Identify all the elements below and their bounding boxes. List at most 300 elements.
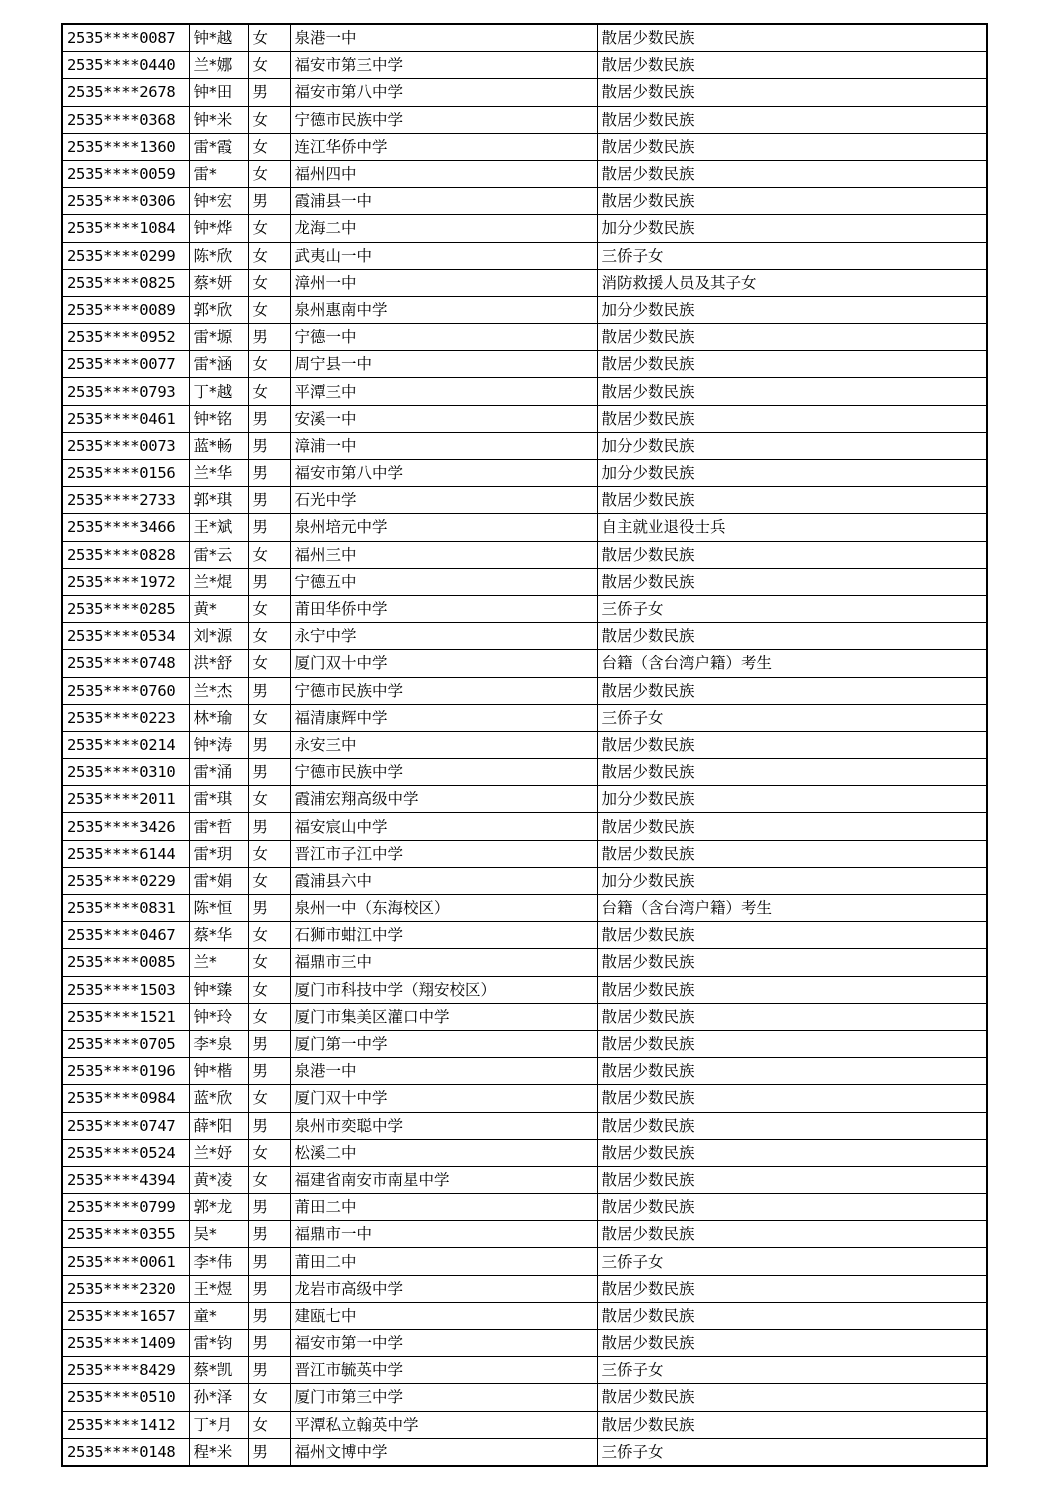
candidate-gender-cell: 男: [248, 1112, 290, 1139]
candidate-gender-cell: 女: [248, 949, 290, 976]
candidate-name-cell: 洪*舒: [189, 650, 248, 677]
candidate-gender-cell: 男: [248, 1330, 290, 1357]
candidate-gender-cell: 男: [248, 324, 290, 351]
candidate-category-cell: 散居少数民族: [597, 677, 987, 704]
candidate-gender-cell: 男: [248, 677, 290, 704]
table-row: [62, 1166, 987, 1193]
candidate-gender-cell: 女: [248, 160, 290, 187]
table-row: [62, 1085, 987, 1112]
table-row: [62, 1438, 987, 1466]
candidate-category-cell: 散居少数民族: [597, 922, 987, 949]
candidate-school-cell: 宁德市民族中学: [290, 677, 597, 704]
candidate-id-cell: 2535****0085: [62, 949, 189, 976]
candidate-gender-cell: 男: [248, 79, 290, 106]
candidate-category-cell: 散居少数民族: [597, 1003, 987, 1030]
candidate-name-cell: 钟*宏: [189, 188, 248, 215]
candidate-id-cell: 2535****0089: [62, 296, 189, 323]
candidate-id-cell: 2535****1084: [62, 215, 189, 242]
candidate-name-cell: 蓝*欣: [189, 1085, 248, 1112]
candidate-id-cell: 2535****0306: [62, 188, 189, 215]
candidate-gender-cell: 女: [248, 242, 290, 269]
candidate-category-cell: 散居少数民族: [597, 24, 987, 52]
candidate-school-cell: 建瓯七中: [290, 1302, 597, 1329]
candidate-category-cell: 散居少数民族: [597, 324, 987, 351]
candidate-category-cell: 散居少数民族: [597, 1112, 987, 1139]
candidate-name-cell: 雷*塬: [189, 324, 248, 351]
candidate-name-cell: 李*泉: [189, 1030, 248, 1057]
table-row: [62, 296, 987, 323]
candidate-gender-cell: 男: [248, 1248, 290, 1275]
candidate-category-cell: 散居少数民族: [597, 1221, 987, 1248]
candidate-category-cell: 散居少数民族: [597, 840, 987, 867]
candidate-school-cell: 霞浦宏翔高级中学: [290, 786, 597, 813]
candidate-gender-cell: 女: [248, 1411, 290, 1438]
candidate-category-cell: 散居少数民族: [597, 1139, 987, 1166]
candidate-gender-cell: 女: [248, 922, 290, 949]
candidate-name-cell: 雷*霞: [189, 133, 248, 160]
candidate-name-cell: 钟*铭: [189, 405, 248, 432]
candidate-name-cell: 李*伟: [189, 1248, 248, 1275]
candidate-gender-cell: 男: [248, 813, 290, 840]
candidate-category-cell: 散居少数民族: [597, 568, 987, 595]
candidate-category-cell: 散居少数民族: [597, 541, 987, 568]
candidate-gender-cell: 女: [248, 351, 290, 378]
candidate-name-cell: 钟*烨: [189, 215, 248, 242]
candidate-category-cell: 加分少数民族: [597, 460, 987, 487]
table-row: [62, 514, 987, 541]
candidate-table: [61, 23, 988, 1467]
candidate-id-cell: 2535****0156: [62, 460, 189, 487]
table-row: [62, 324, 987, 351]
candidate-category-cell: 散居少数民族: [597, 1275, 987, 1302]
candidate-category-cell: 散居少数民族: [597, 52, 987, 79]
candidate-gender-cell: 男: [248, 188, 290, 215]
table-row: [62, 568, 987, 595]
candidate-category-cell: 散居少数民族: [597, 623, 987, 650]
candidate-category-cell: 三侨子女: [597, 1357, 987, 1384]
candidate-name-cell: 林*瑜: [189, 704, 248, 731]
candidate-gender-cell: 女: [248, 840, 290, 867]
candidate-gender-cell: 男: [248, 514, 290, 541]
candidate-name-cell: 雷*哲: [189, 813, 248, 840]
table-row: [62, 1411, 987, 1438]
candidate-category-cell: 散居少数民族: [597, 188, 987, 215]
table-row: [62, 106, 987, 133]
table-row: [62, 432, 987, 459]
table-row: [62, 1003, 987, 1030]
candidate-name-cell: 兰*妤: [189, 1139, 248, 1166]
candidate-school-cell: 松溪二中: [290, 1139, 597, 1166]
table-row: [62, 922, 987, 949]
table-row: [62, 242, 987, 269]
candidate-gender-cell: 男: [248, 1357, 290, 1384]
candidate-category-cell: 散居少数民族: [597, 949, 987, 976]
candidate-id-cell: 2535****0984: [62, 1085, 189, 1112]
candidate-school-cell: 福鼎市一中: [290, 1221, 597, 1248]
candidate-gender-cell: 男: [248, 432, 290, 459]
candidate-school-cell: 晋江市毓英中学: [290, 1357, 597, 1384]
candidate-name-cell: 王*斌: [189, 514, 248, 541]
candidate-school-cell: 安溪一中: [290, 405, 597, 432]
candidate-category-cell: 三侨子女: [597, 595, 987, 622]
table-row: [62, 1248, 987, 1275]
candidate-name-cell: 孙*泽: [189, 1384, 248, 1411]
candidate-gender-cell: 女: [248, 541, 290, 568]
candidate-school-cell: 福安市第八中学: [290, 460, 597, 487]
candidate-category-cell: 加分少数民族: [597, 432, 987, 459]
candidate-school-cell: 平潭三中: [290, 378, 597, 405]
candidate-category-cell: 散居少数民族: [597, 813, 987, 840]
candidate-school-cell: 漳州一中: [290, 269, 597, 296]
candidate-category-cell: 散居少数民族: [597, 133, 987, 160]
candidate-id-cell: 2535****0467: [62, 922, 189, 949]
candidate-id-cell: 2535****0831: [62, 895, 189, 922]
candidate-gender-cell: 男: [248, 1194, 290, 1221]
candidate-id-cell: 2535****8429: [62, 1357, 189, 1384]
candidate-id-cell: 2535****2733: [62, 487, 189, 514]
candidate-school-cell: 漳浦一中: [290, 432, 597, 459]
candidate-school-cell: 平潭私立翰英中学: [290, 1411, 597, 1438]
candidate-name-cell: 雷*琪: [189, 786, 248, 813]
candidate-id-cell: 2535****0087: [62, 24, 189, 52]
table-row: [62, 786, 987, 813]
candidate-category-cell: 散居少数民族: [597, 976, 987, 1003]
candidate-name-cell: 兰*娜: [189, 52, 248, 79]
candidate-id-cell: 2535****1503: [62, 976, 189, 1003]
table-row: [62, 895, 987, 922]
table-row: [62, 759, 987, 786]
candidate-gender-cell: 男: [248, 405, 290, 432]
candidate-gender-cell: 男: [248, 895, 290, 922]
candidate-school-cell: 石狮市蚶江中学: [290, 922, 597, 949]
candidate-school-cell: 石光中学: [290, 487, 597, 514]
candidate-school-cell: 厦门第一中学: [290, 1030, 597, 1057]
candidate-name-cell: 程*米: [189, 1438, 248, 1466]
table-row: [62, 976, 987, 1003]
candidate-category-cell: 散居少数民族: [597, 160, 987, 187]
candidate-school-cell: 龙岩市高级中学: [290, 1275, 597, 1302]
candidate-id-cell: 2535****0705: [62, 1030, 189, 1057]
candidate-id-cell: 2535****0799: [62, 1194, 189, 1221]
candidate-school-cell: 福安市第八中学: [290, 79, 597, 106]
table-row: [62, 1030, 987, 1057]
candidate-id-cell: 2535****0524: [62, 1139, 189, 1166]
candidate-school-cell: 福安市第一中学: [290, 1330, 597, 1357]
candidate-name-cell: 郭*欣: [189, 296, 248, 323]
candidate-school-cell: 泉港一中: [290, 1058, 597, 1085]
candidate-school-cell: 莆田二中: [290, 1248, 597, 1275]
candidate-category-cell: 三侨子女: [597, 1438, 987, 1466]
table-row: [62, 405, 987, 432]
candidate-gender-cell: 女: [248, 704, 290, 731]
candidate-name-cell: 兰*华: [189, 460, 248, 487]
candidate-school-cell: 泉州一中（东海校区）: [290, 895, 597, 922]
candidate-id-cell: 2535****0748: [62, 650, 189, 677]
candidate-name-cell: 蔡*凯: [189, 1357, 248, 1384]
candidate-school-cell: 宁德一中: [290, 324, 597, 351]
candidate-school-cell: 厦门市集美区灌口中学: [290, 1003, 597, 1030]
candidate-name-cell: 钟*臻: [189, 976, 248, 1003]
candidate-gender-cell: 女: [248, 133, 290, 160]
candidate-school-cell: 宁德五中: [290, 568, 597, 595]
candidate-id-cell: 2535****2678: [62, 79, 189, 106]
candidate-category-cell: 散居少数民族: [597, 79, 987, 106]
candidate-school-cell: 永宁中学: [290, 623, 597, 650]
candidate-id-cell: 2535****0059: [62, 160, 189, 187]
candidate-name-cell: 丁*越: [189, 378, 248, 405]
candidate-id-cell: 2535****0196: [62, 1058, 189, 1085]
candidate-name-cell: 王*煜: [189, 1275, 248, 1302]
candidate-school-cell: 厦门双十中学: [290, 1085, 597, 1112]
candidate-id-cell: 2535****2320: [62, 1275, 189, 1302]
candidate-name-cell: 钟*越: [189, 24, 248, 52]
table-row: [62, 487, 987, 514]
candidate-school-cell: 霞浦县一中: [290, 188, 597, 215]
candidate-category-cell: 三侨子女: [597, 242, 987, 269]
table-row: [62, 1302, 987, 1329]
candidate-name-cell: 雷*玥: [189, 840, 248, 867]
candidate-id-cell: 2535****0148: [62, 1438, 189, 1466]
candidate-school-cell: 厦门市科技中学（翔安校区）: [290, 976, 597, 1003]
candidate-gender-cell: 女: [248, 976, 290, 1003]
candidate-gender-cell: 男: [248, 1438, 290, 1466]
table-row: [62, 650, 987, 677]
candidate-id-cell: 2535****0952: [62, 324, 189, 351]
candidate-category-cell: 散居少数民族: [597, 487, 987, 514]
table-row: [62, 215, 987, 242]
candidate-school-cell: 福州文博中学: [290, 1438, 597, 1466]
candidate-id-cell: 2535****0223: [62, 704, 189, 731]
candidate-gender-cell: 女: [248, 623, 290, 650]
candidate-id-cell: 2535****0760: [62, 677, 189, 704]
candidate-gender-cell: 女: [248, 1085, 290, 1112]
candidate-gender-cell: 男: [248, 759, 290, 786]
candidate-school-cell: 永安三中: [290, 731, 597, 758]
candidate-category-cell: 散居少数民族: [597, 1384, 987, 1411]
candidate-id-cell: 2535****0793: [62, 378, 189, 405]
table-row: [62, 1275, 987, 1302]
table-row: [62, 52, 987, 79]
candidate-category-cell: 加分少数民族: [597, 296, 987, 323]
candidate-school-cell: 福安宸山中学: [290, 813, 597, 840]
candidate-name-cell: 雷*涵: [189, 351, 248, 378]
candidate-id-cell: 2535****1657: [62, 1302, 189, 1329]
candidate-category-cell: 散居少数民族: [597, 1194, 987, 1221]
candidate-id-cell: 2535****1972: [62, 568, 189, 595]
candidate-school-cell: 莆田二中: [290, 1194, 597, 1221]
candidate-gender-cell: 女: [248, 269, 290, 296]
candidate-name-cell: 黄*凌: [189, 1166, 248, 1193]
candidate-category-cell: 散居少数民族: [597, 405, 987, 432]
candidate-gender-cell: 女: [248, 1384, 290, 1411]
candidate-gender-cell: 女: [248, 786, 290, 813]
table-row: [62, 24, 987, 52]
table-row: [62, 595, 987, 622]
candidate-name-cell: 童*: [189, 1302, 248, 1329]
candidate-id-cell: 2535****1360: [62, 133, 189, 160]
table-row: [62, 731, 987, 758]
candidate-school-cell: 泉港一中: [290, 24, 597, 52]
candidate-school-cell: 福州四中: [290, 160, 597, 187]
table-row: [62, 704, 987, 731]
candidate-category-cell: 加分少数民族: [597, 867, 987, 894]
candidate-name-cell: 钟*米: [189, 106, 248, 133]
table-row: [62, 1384, 987, 1411]
candidate-school-cell: 福建省南安市南星中学: [290, 1166, 597, 1193]
table-row: [62, 1058, 987, 1085]
candidate-school-cell: 泉州培元中学: [290, 514, 597, 541]
candidate-name-cell: 雷*云: [189, 541, 248, 568]
table-row: [62, 160, 987, 187]
candidate-category-cell: 散居少数民族: [597, 106, 987, 133]
candidate-category-cell: 散居少数民族: [597, 378, 987, 405]
candidate-table-body: [62, 24, 987, 1466]
candidate-id-cell: 2535****0510: [62, 1384, 189, 1411]
table-row: [62, 677, 987, 704]
candidate-name-cell: 蔡*华: [189, 922, 248, 949]
candidate-category-cell: 散居少数民族: [597, 1411, 987, 1438]
candidate-id-cell: 2535****1409: [62, 1330, 189, 1357]
table-row: [62, 133, 987, 160]
candidate-id-cell: 2535****4394: [62, 1166, 189, 1193]
candidate-school-cell: 宁德市民族中学: [290, 106, 597, 133]
candidate-category-cell: 散居少数民族: [597, 731, 987, 758]
candidate-gender-cell: 男: [248, 731, 290, 758]
table-row: [62, 1139, 987, 1166]
candidate-name-cell: 薛*阳: [189, 1112, 248, 1139]
candidate-id-cell: 2535****3466: [62, 514, 189, 541]
candidate-id-cell: 2535****0214: [62, 731, 189, 758]
candidate-category-cell: 消防救援人员及其子女: [597, 269, 987, 296]
candidate-school-cell: 福鼎市三中: [290, 949, 597, 976]
candidate-school-cell: 泉州惠南中学: [290, 296, 597, 323]
candidate-name-cell: 钟*楷: [189, 1058, 248, 1085]
table-row: [62, 188, 987, 215]
candidate-gender-cell: 男: [248, 1302, 290, 1329]
candidate-school-cell: 福清康辉中学: [290, 704, 597, 731]
candidate-id-cell: 2535****0310: [62, 759, 189, 786]
candidate-category-cell: 散居少数民族: [597, 1166, 987, 1193]
candidate-name-cell: 雷*娟: [189, 867, 248, 894]
table-row: [62, 79, 987, 106]
candidate-name-cell: 雷*涌: [189, 759, 248, 786]
candidate-id-cell: 2535****0285: [62, 595, 189, 622]
table-row: [62, 351, 987, 378]
candidate-gender-cell: 女: [248, 378, 290, 405]
table-row: [62, 813, 987, 840]
candidate-category-cell: 三侨子女: [597, 1248, 987, 1275]
candidate-category-cell: 散居少数民族: [597, 1302, 987, 1329]
candidate-school-cell: 莆田华侨中学: [290, 595, 597, 622]
candidate-id-cell: 2535****0299: [62, 242, 189, 269]
candidate-name-cell: 郭*琪: [189, 487, 248, 514]
candidate-name-cell: 兰*杰: [189, 677, 248, 704]
candidate-name-cell: 钟*田: [189, 79, 248, 106]
candidate-category-cell: 加分少数民族: [597, 786, 987, 813]
candidate-gender-cell: 男: [248, 1275, 290, 1302]
candidate-name-cell: 钟*涛: [189, 731, 248, 758]
table-row: [62, 1221, 987, 1248]
candidate-gender-cell: 女: [248, 52, 290, 79]
table-row: [62, 269, 987, 296]
table-row: [62, 541, 987, 568]
candidate-category-cell: 台籍（含台湾户籍）考生: [597, 650, 987, 677]
candidate-gender-cell: 女: [248, 595, 290, 622]
candidate-category-cell: 自主就业退役士兵: [597, 514, 987, 541]
candidate-category-cell: 散居少数民族: [597, 1030, 987, 1057]
table-row: [62, 1194, 987, 1221]
candidate-school-cell: 厦门市第三中学: [290, 1384, 597, 1411]
candidate-school-cell: 周宁县一中: [290, 351, 597, 378]
candidate-id-cell: 2535****0828: [62, 541, 189, 568]
candidate-id-cell: 2535****0061: [62, 1248, 189, 1275]
candidate-name-cell: 蓝*畅: [189, 432, 248, 459]
candidate-id-cell: 2535****0440: [62, 52, 189, 79]
candidate-name-cell: 吴*: [189, 1221, 248, 1248]
candidate-name-cell: 丁*月: [189, 1411, 248, 1438]
candidate-category-cell: 散居少数民族: [597, 759, 987, 786]
candidate-name-cell: 雷*: [189, 160, 248, 187]
candidate-name-cell: 兰*焜: [189, 568, 248, 595]
candidate-id-cell: 2535****1412: [62, 1411, 189, 1438]
candidate-category-cell: 台籍（含台湾户籍）考生: [597, 895, 987, 922]
candidate-id-cell: 2535****1521: [62, 1003, 189, 1030]
candidate-school-cell: 厦门双十中学: [290, 650, 597, 677]
candidate-name-cell: 黄*: [189, 595, 248, 622]
candidate-id-cell: 2535****0825: [62, 269, 189, 296]
candidate-name-cell: 郭*龙: [189, 1194, 248, 1221]
table-row: [62, 1112, 987, 1139]
candidate-name-cell: 陈*欣: [189, 242, 248, 269]
candidate-category-cell: 散居少数民族: [597, 351, 987, 378]
candidate-gender-cell: 男: [248, 1030, 290, 1057]
candidate-school-cell: 武夷山一中: [290, 242, 597, 269]
candidate-gender-cell: 女: [248, 1139, 290, 1166]
candidate-gender-cell: 女: [248, 296, 290, 323]
candidate-gender-cell: 女: [248, 24, 290, 52]
candidate-name-cell: 陈*恒: [189, 895, 248, 922]
candidate-category-cell: 加分少数民族: [597, 215, 987, 242]
table-row: [62, 1330, 987, 1357]
candidate-gender-cell: 女: [248, 1003, 290, 1030]
candidate-school-cell: 龙海二中: [290, 215, 597, 242]
candidate-school-cell: 晋江市子江中学: [290, 840, 597, 867]
candidate-id-cell: 2535****0461: [62, 405, 189, 432]
candidate-gender-cell: 男: [248, 568, 290, 595]
table-row: [62, 840, 987, 867]
candidate-category-cell: 散居少数民族: [597, 1330, 987, 1357]
candidate-id-cell: 2535****0073: [62, 432, 189, 459]
candidate-id-cell: 2535****0534: [62, 623, 189, 650]
candidate-id-cell: 2535****3426: [62, 813, 189, 840]
candidate-school-cell: 泉州市奕聪中学: [290, 1112, 597, 1139]
candidate-gender-cell: 女: [248, 106, 290, 133]
candidate-name-cell: 钟*玲: [189, 1003, 248, 1030]
candidate-gender-cell: 男: [248, 460, 290, 487]
candidate-school-cell: 霞浦县六中: [290, 867, 597, 894]
candidate-id-cell: 2535****6144: [62, 840, 189, 867]
candidate-name-cell: 蔡*妍: [189, 269, 248, 296]
candidate-gender-cell: 女: [248, 215, 290, 242]
table-row: [62, 623, 987, 650]
candidate-id-cell: 2535****0747: [62, 1112, 189, 1139]
candidate-category-cell: 三侨子女: [597, 704, 987, 731]
candidate-school-cell: 福安市第三中学: [290, 52, 597, 79]
candidate-id-cell: 2535****0355: [62, 1221, 189, 1248]
candidate-name-cell: 雷*钧: [189, 1330, 248, 1357]
candidate-name-cell: 兰*: [189, 949, 248, 976]
table-row: [62, 378, 987, 405]
